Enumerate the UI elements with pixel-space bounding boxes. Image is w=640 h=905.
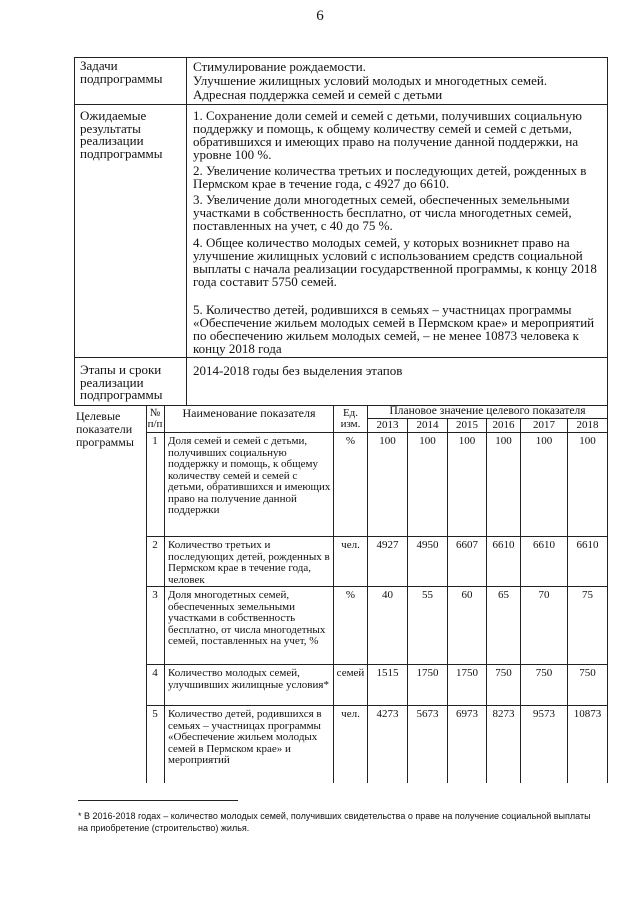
- value-cell: 6610: [576, 539, 599, 551]
- result-4: 4. Общее количество молодых семей, у которых возникнет право на улучшение жилищных условий с использованием средств социальной выплаты с начала реализации государственной программы, к концу 2018 года составит 5750 семей.: [193, 235, 597, 289]
- indicator-unit: семей: [336, 667, 365, 679]
- value-cell: 100: [579, 435, 596, 447]
- indicator-name: Количество детей, родившихся в семьях – участницах программы «Обеспечение жильем молодых семей в Пермском крае» и мероприятий: [168, 708, 322, 766]
- tasks-label: Задачи подпрограммы: [80, 58, 163, 86]
- indicator-name: Доля многодетных семей, обеспеченных земельными участками в собственность бесплатно, от числа многодетных семей, поставленных на учет, %: [168, 589, 326, 647]
- row-num: 1: [152, 435, 158, 447]
- page-number: 6: [316, 8, 324, 24]
- row-num: 2: [152, 539, 158, 551]
- footnote: * В 2016-2018 годах – количество молодых семей, получивших свидетельства о праве на получение социальной выплаты на приобретение (строительство) жилья.: [78, 811, 591, 833]
- header-plan: Плановое значение целевого показателя: [389, 405, 586, 417]
- result-5: 5. Количество детей, родившихся в семьях – участницах программы «Обеспечение жильем молодых семей в Пермском крае» и мероприятий по обеспечению жильем молодых семей, – не менее 10873 человека к концу 2018 года: [193, 302, 595, 356]
- value-cell: 70: [538, 589, 550, 601]
- value-cell: 55: [422, 589, 433, 601]
- value-cell: 1515: [376, 667, 399, 679]
- value-cell: 65: [498, 589, 509, 601]
- value-cell: 4950: [416, 539, 439, 551]
- indicator-name: Доля семей и семей с детьми, получивших социальную поддержку и помощь, к общему количеству семей и семей с детьми, обратившихся и имеющих право на получение данной поддержки: [168, 435, 331, 516]
- value-cell: 9573: [533, 708, 555, 720]
- indicator-unit: чел.: [341, 539, 360, 551]
- value-cell: 100: [495, 435, 512, 447]
- row-num: 4: [152, 667, 158, 679]
- stages-text: 2014-2018 годы без выделения этапов: [193, 363, 403, 378]
- header-year-2016: 2016: [492, 419, 515, 431]
- row-num: 3: [152, 589, 158, 601]
- header-year-2018: 2018: [576, 419, 599, 431]
- value-cell: 6610: [492, 539, 515, 551]
- value-cell: 100: [458, 435, 476, 447]
- value-cell: 40: [382, 589, 393, 601]
- indicator-name: Количество третьих и последующих детей, рожденных в Пермском крае в течение года, человек: [168, 539, 330, 586]
- value-cell: 6973: [456, 708, 478, 720]
- header-year-2013: 2013: [376, 419, 399, 431]
- header-num: № п/п: [147, 407, 163, 430]
- value-cell: 750: [579, 667, 596, 679]
- result-1: 1. Сохранение доли семей и семей с детьми, получивших социальную поддержку и помощь, к общему количеству семей и семей с детьми, обратившихся и имеющих право на получение данной поддержки, на уровне 100 %.: [193, 108, 582, 162]
- header-unit: Ед. изм.: [340, 407, 361, 430]
- value-cell: 4273: [376, 708, 399, 720]
- tasks-line-2: Улучшение жилищных условий молодых и многодетных семей.: [193, 73, 548, 88]
- header-year-2014: 2014: [416, 419, 439, 431]
- targets-label: Целевые показатели программы: [76, 409, 134, 449]
- value-cell: 8273: [492, 708, 515, 720]
- value-cell: 5673: [416, 708, 439, 720]
- value-cell: 6610: [533, 539, 555, 551]
- row-num: 5: [152, 708, 158, 720]
- value-cell: 750: [535, 667, 553, 679]
- result-2: 2. Увеличение количества третьих и последующих детей, рожденных в Пермском крае в течение года, с 4927 до 6610.: [193, 163, 587, 191]
- value-cell: 100: [379, 435, 396, 447]
- header-year-2015: 2015: [456, 419, 478, 431]
- value-cell: 6607: [456, 539, 478, 551]
- header-name: Наименование показателя: [182, 406, 316, 420]
- value-cell: 1750: [416, 667, 439, 679]
- indicator-unit: чел.: [341, 708, 360, 720]
- tasks-line-3: Адресная поддержка семей и семей с детьми: [193, 87, 443, 102]
- value-cell: 4927: [376, 539, 399, 551]
- result-3: 3. Увеличение доли многодетных семей, обеспеченных земельными участками в собственность бесплатно, от числа многодетных семей, поставленных на учет, с 40 до 75 %.: [193, 192, 572, 233]
- value-cell: 750: [495, 667, 512, 679]
- value-cell: 100: [419, 435, 436, 447]
- tasks-line-1: Стимулирование рождаемости.: [193, 59, 366, 74]
- stages-label: Этапы и сроки реализации подпрограммы: [80, 362, 163, 402]
- value-cell: 100: [535, 435, 553, 447]
- indicator-unit: %: [345, 435, 356, 447]
- value-cell: 60: [461, 589, 473, 601]
- indicator-unit: %: [345, 589, 356, 601]
- indicator-name: Количество молодых семей, улучшивших жилищные условия*: [168, 667, 329, 691]
- footnote-divider: [78, 800, 238, 801]
- results-label: Ожидаемые результаты реализации подпрограммы: [80, 108, 163, 161]
- value-cell: 10873: [573, 708, 602, 720]
- value-cell: 1750: [456, 667, 478, 679]
- header-year-2017: 2017: [533, 419, 555, 431]
- value-cell: 75: [582, 589, 593, 601]
